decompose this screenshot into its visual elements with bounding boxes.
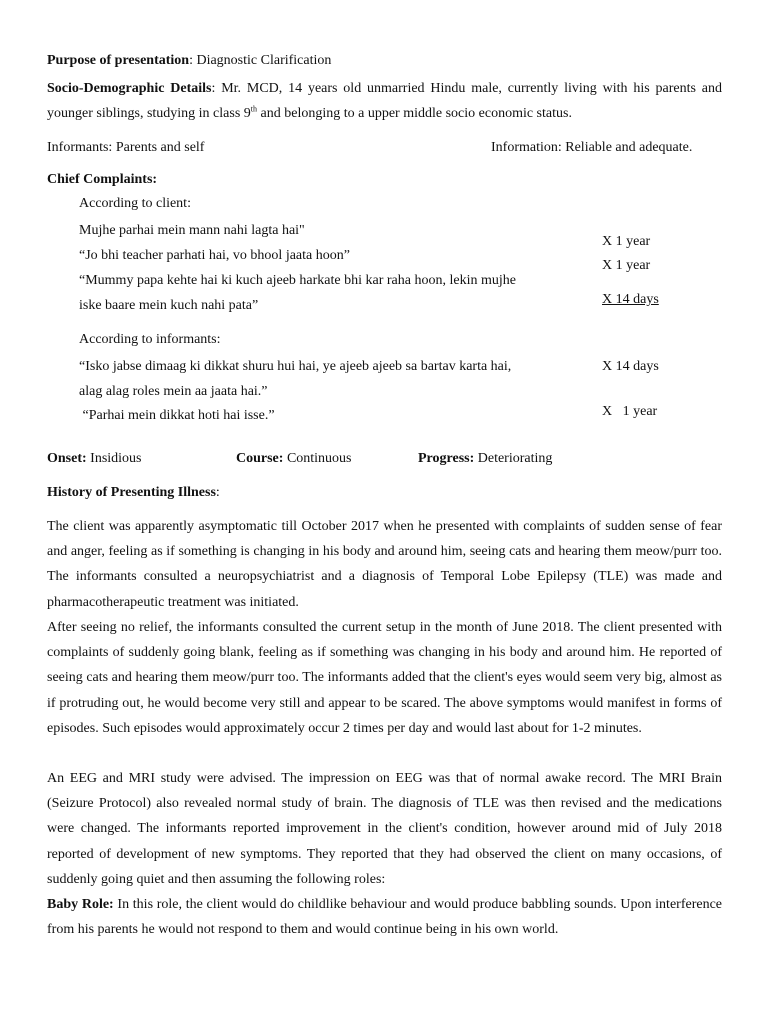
client-complaint-3-cont: iske baare mein kuch nahi pata” (79, 298, 259, 313)
onset-line (47, 449, 142, 468)
client-duration-1: X 1 year (602, 234, 651, 249)
client-complaint-1: Mujhe parhai mein mann nahi lagta hai" (79, 223, 305, 238)
chief-complaints-title-text: Chief Complaints: (47, 172, 158, 187)
progress-value: Deteriorating (474, 451, 553, 466)
information-line: Information: Reliable and adequate. (491, 140, 693, 155)
client-duration-2: X 1 year (602, 258, 651, 273)
course-value: Continuous (283, 451, 352, 466)
history-paragraph-2: After seeing no relief, the informants consulted the current setup in the month of June 2018. The client presented with complaints of suddenly going blank, feeling as if something was changing in his body and around him. He reported of seeing cats and hearing them meow/purr too. The informants added that the client's eyes would seem very big, almost as if protruding out, he would become very still and appear to be scared. The above symptoms would manifest in forms of episodes. Such episodes would approximately occur 2 times per day and would last about for 1-2 minutes. (47, 620, 722, 736)
progress-line (418, 449, 552, 468)
socio-text: : Mr. MCD, 14 years old unmarried Hindu male, currently living with his parents and younger siblings, studying in class 9 (47, 81, 722, 122)
client-duration-3: X 14 days (602, 292, 659, 307)
progress-label: Progress: (418, 451, 475, 466)
course-line (236, 449, 352, 468)
history-title (47, 483, 220, 502)
informant-duration-1: X 14 days (602, 359, 659, 374)
informant-complaint-1: “Isko jabse dimaag ki dikkat shuru hui hai, ye ajeeb ajeeb sa bartav karta hai, (79, 359, 512, 374)
history-paragraph-3: An EEG and MRI study were advised. The impression on EEG was that of normal awake record. The MRI Brain (Seizure Protocol) also revealed normal study of brain. The diagnosis of TLE was then revised and the medications were changed. The informants reported improvement in the client's condition, however around mid of July 2018 reported of development of new symptoms. They reported that they had observed the client on many occasions, of suddenly going quiet and then assuming the following roles: (47, 771, 722, 887)
baby-role-label: Baby Role: (47, 897, 114, 912)
baby-role-text: In this role, the client would do childlike behaviour and would produce babbling sounds. Upon interference from his parents he would not respond to them and would continue being in his own world. (47, 897, 723, 938)
history-title-text: History of Presenting Illness (47, 485, 216, 500)
course-label: Course: (236, 451, 284, 466)
onset-value: Insidious (86, 451, 142, 466)
client-heading: According to client: (79, 196, 191, 211)
baby-role-paragraph (47, 892, 722, 942)
history-title-colon: : (215, 485, 220, 500)
chief-complaints-title (47, 170, 157, 189)
onset-label: Onset: (47, 451, 87, 466)
socio-label: Socio-Demographic Details (47, 81, 212, 96)
socio-text-end: and belonging to a upper middle socio economic status. (257, 106, 572, 122)
purpose-label: Purpose of presentation (47, 53, 190, 68)
client-complaint-2: “Jo bhi teacher parhati hai, vo bhool jaata hoon” (79, 248, 350, 263)
purpose-line (47, 51, 331, 70)
informant-duration-2: X 1 year (602, 404, 658, 419)
socio-sup: th (250, 104, 258, 114)
informant-heading: According to informants: (79, 332, 221, 347)
client-complaint-3: “Mummy papa kehte hai ki kuch ajeeb harkate bhi kar raha hoon, lekin mujhe (79, 273, 516, 288)
purpose-value: : Diagnostic Clarification (189, 53, 332, 68)
socio-demographic-paragraph (47, 76, 722, 126)
informants-line: Informants: Parents and self (47, 140, 205, 155)
informant-complaint-1-cont: alag alag roles mein aa jaata hai.” (79, 384, 268, 399)
informant-complaint-2: “Parhai mein dikkat hoti hai isse.” (79, 408, 275, 423)
history-paragraph-1: The client was apparently asymptomatic till October 2017 when he presented with complaints of sudden sense of fear and anger, feeling as if something is changing in his body and around him, seeing cats and hearing them meow/purr too. The informants consulted a neuropsychiatrist and a diagnosis of Temporal Lobe Epilepsy (TLE) was made and pharmacotherapeutic treatment was initiated. (47, 519, 722, 610)
